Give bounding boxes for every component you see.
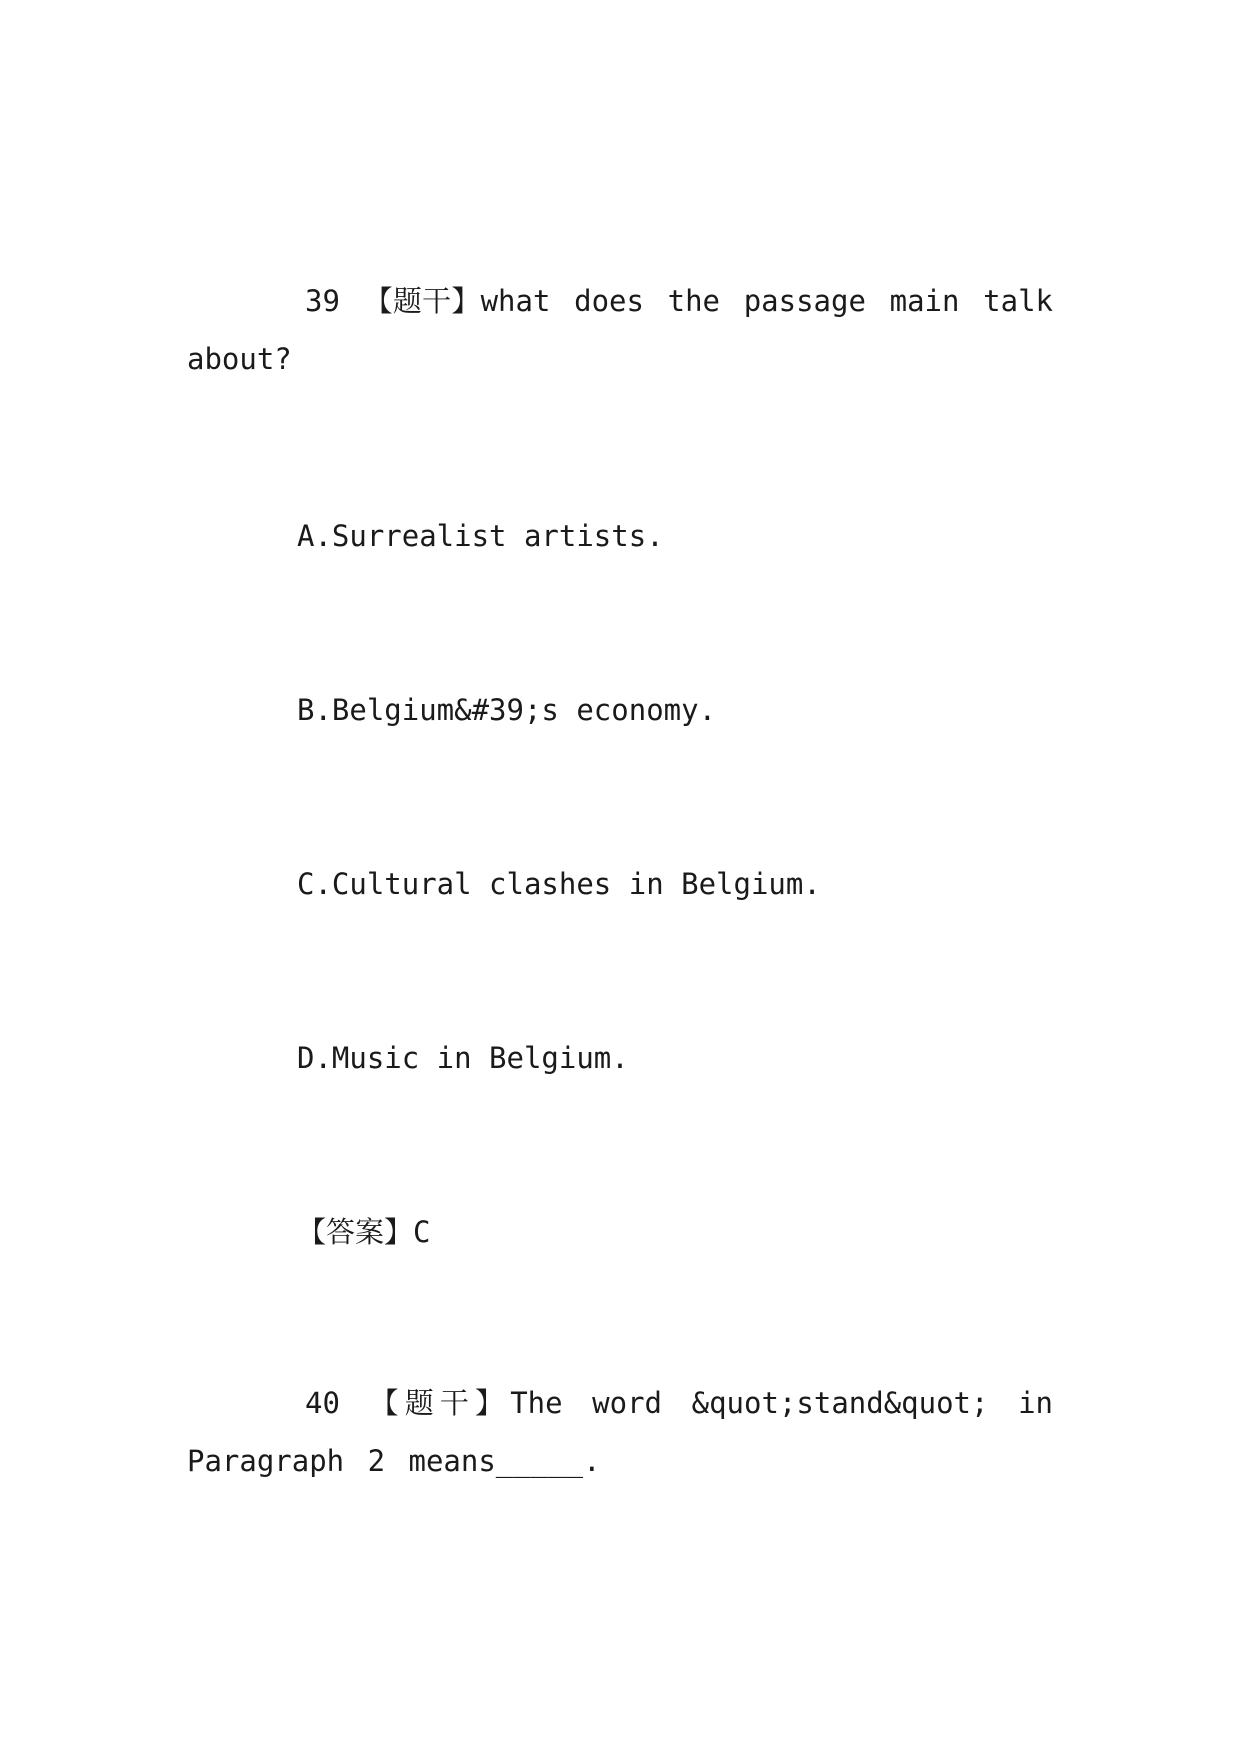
option-b: B.Belgium&#39;s economy.	[297, 693, 717, 727]
stem-tag: 【题干】	[363, 284, 481, 318]
question-40-stem	[187, 1374, 1077, 1490]
answer-value: C	[413, 1215, 431, 1249]
option-d: D.Music in Belgium.	[297, 1041, 629, 1075]
answer-line	[297, 1212, 430, 1252]
answer-tag: 【答案】	[297, 1215, 414, 1249]
option-c: C.Cultural clashes in Belgium.	[297, 867, 821, 901]
option-a: A.Surrealist artists.	[297, 519, 664, 553]
stem-text: The word &quot;stand&quot; in Paragraph 2 means_____.	[187, 1386, 1077, 1478]
stem-text: what does the passage main talk about?	[187, 284, 1077, 376]
question-number: 40	[305, 1386, 340, 1420]
question-39-stem	[187, 272, 1077, 388]
stem-tag: 【题干】	[369, 1386, 511, 1420]
question-number: 39	[305, 284, 340, 318]
